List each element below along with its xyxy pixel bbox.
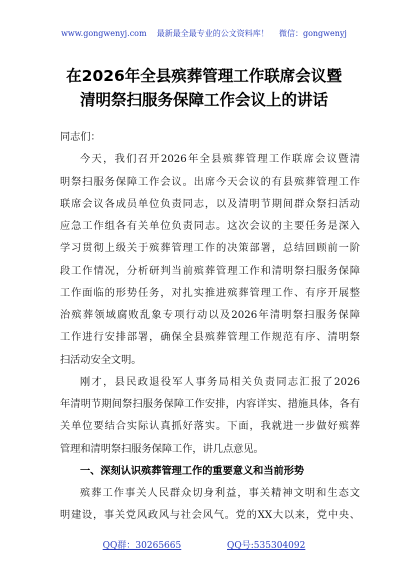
site-header: [0, 29, 408, 39]
paragraph-line: 今天，我们召开2026年全县殡葬管理工作联席会议暨清: [80, 154, 360, 165]
wechat-id: 微信：gongwenyj: [278, 29, 347, 38]
qq-number-link[interactable]: QQ号:535304092: [227, 541, 306, 551]
paragraph-line: 扫活动安全文明。: [60, 355, 142, 366]
qq-group-link[interactable]: QQ群：30265665: [102, 541, 182, 551]
document-title-line-2: 清明祭扫服务保障工作会议上的讲话: [79, 91, 328, 109]
paragraph-line: 学习贯彻上级关于殡葬管理工作的决策部署，总结回顾前一阶: [60, 243, 360, 254]
paragraph-line: 工作面临的形势任务，对扎实推进殡葬管理工作、有序开展整: [60, 288, 360, 299]
salutation: 同志们：: [60, 132, 101, 143]
paragraph-line: 殡葬工作事关人民群众切身利益，事关精神文明和生态文: [80, 488, 360, 499]
paragraph-line: 段工作情况，分析研判当前殡葬管理工作和清明祭扫服务保障: [60, 266, 360, 277]
site-url-link[interactable]: www.gongwenyj.com: [61, 29, 147, 38]
paragraph-line: 应急工作组各有关单位负责同志。这次会议的主要任务是深入: [60, 221, 360, 232]
paragraph-line: 刚才，县民政退役军人事务局相关负责同志汇报了2026: [80, 377, 360, 388]
paragraph-line: 年清明节期间祭扫服务保障工作安排，内容详实、措施具体，各有: [60, 399, 360, 410]
paragraph-line: 管理和清明祭扫服务保障工作，讲几点意见。: [60, 444, 264, 455]
paragraph-line: 工作进行安排部署，确保全县殡葬管理工作规范有序、清明祭: [60, 332, 360, 343]
paragraph-line: 关单位要结合实际认真抓好落实。下面，我就进一步做好殡葬: [60, 421, 360, 432]
section-heading: 一、深刻认识殡葬管理工作的重要意义和当前形势: [80, 466, 305, 477]
document-title-line-1: 在2026年全县殡葬管理工作联席会议暨: [66, 67, 342, 85]
paragraph-line: 明建设，事关党风政风与社会风气。党的XX大以来，党中央、: [60, 510, 360, 521]
paragraph-line: 治殡葬领域腐败乱象专项行动以及2026年清明祭扫服务保障: [60, 310, 360, 321]
page-footer: [0, 538, 408, 551]
paragraph-line: 明祭扫服务保障工作会议。出席今天会议的有县殡葬管理工作: [60, 177, 360, 188]
paragraph-line: 联席会议各成员单位负责同志，以及清明节期间群众祭扫活动: [60, 199, 360, 210]
site-slogan: 最新最全最专业的公文资料库！: [156, 29, 269, 38]
